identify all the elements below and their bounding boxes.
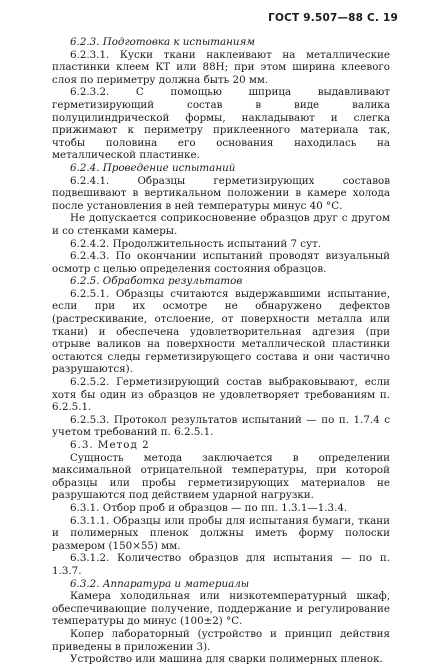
paragraph: 6.2.4.2. Продолжительность испытаний 7 сут. [70,237,322,250]
section-heading: 6.3.2. Аппаратура и материалы [70,577,250,590]
paragraph: 6.3.1.1. Образцы или пробы для испытания бумаги, ткани и полимерных пленок должны иметь форму полоски размером (150×55) мм. [52,514,390,552]
paragraph: 6.2.3.2. С помощью шприца выдавливают герметизирующий состав в виде валика полуцилиндрической формы, накладывают и слегка прижимают к периметру приклеенного материала так, чтобы половина его основания находилась на металлической пластинке. [52,86,390,162]
paragraph: 6.2.4.3. По окончании испытаний проводят визуальный осмотр с целью определения состояния образцов. [52,250,390,275]
method-heading: 6.3. Метод 2 [70,439,150,451]
paragraph: 6.2.5.3. Протокол результатов испытаний — по п. 1.7.4 с учетом требований п. 6.2.5.1. [52,413,390,439]
paragraph: Не допускается соприкосновение образцов друг с другом и со стенками камеры. [52,212,390,237]
paragraph: 6.2.3.1. Куски ткани наклеивают на металлические пластинки клеем КТ или 88Н; при этом ширина клеевого слоя по периметру должна быть 20 мм. [52,48,390,86]
document-body [52,36,390,666]
paragraph: 6.3.1.2. Количество образцов для испытания — по п. 1.3.7. [52,552,390,577]
section-heading: 6.2.4. Проведение испытаний [70,161,236,174]
section-heading: 6.2.3. Подготовка к испытаниям [70,36,255,48]
paragraph: 6.2.4.1. Образцы герметизирующих составов подвешивают в вертикальном положении в камере холода после установления в ней температуры минус 40 °С. [52,174,390,212]
paragraph: Камера холодильная или низкотемпературный шкаф, обеспечивающие получение, поддержание и регулирование температуры до минус (100±2) °С. [52,590,390,628]
page-header: ГОСТ 9.507—88 С. 19 [268,12,398,24]
paragraph: Сущность метода заключается в определении максимальной отрицательной температуры, при которой образцы или пробы герметизирующих материалов не разрушаются под действием ударной нагрузки. [52,451,390,502]
paragraph: 6.2.5.1. Образцы считаются выдержавшими испытание, если при их осмотре не обнаружено дефектов (растрескивание, отслоение, от поверхности металла или ткани) и обеспечена удовлетворительная адгезия (при отрыве валиков на поверхности металлической пластинки остаются следы герметизирующего состава и они частично разрушаются). [52,287,390,376]
paragraph: Копер лабораторный (устройство и принцип действия приведены в приложении 3). [52,627,390,653]
section-heading: 6.2.5. Обработка результатов [70,275,243,288]
paragraph: 6.3.1. Отбор проб и образцов — по пп. 1.3.1—1.3.4. [70,501,348,514]
paragraph: 6.2.5.2. Герметизирующий состав выбраковывают, если хотя бы один из образцов не удовлетворяет требованиям п. 6.2.5.1. [52,376,390,414]
paragraph: Устройство или машина для сварки полимерных пленок. [70,653,383,666]
